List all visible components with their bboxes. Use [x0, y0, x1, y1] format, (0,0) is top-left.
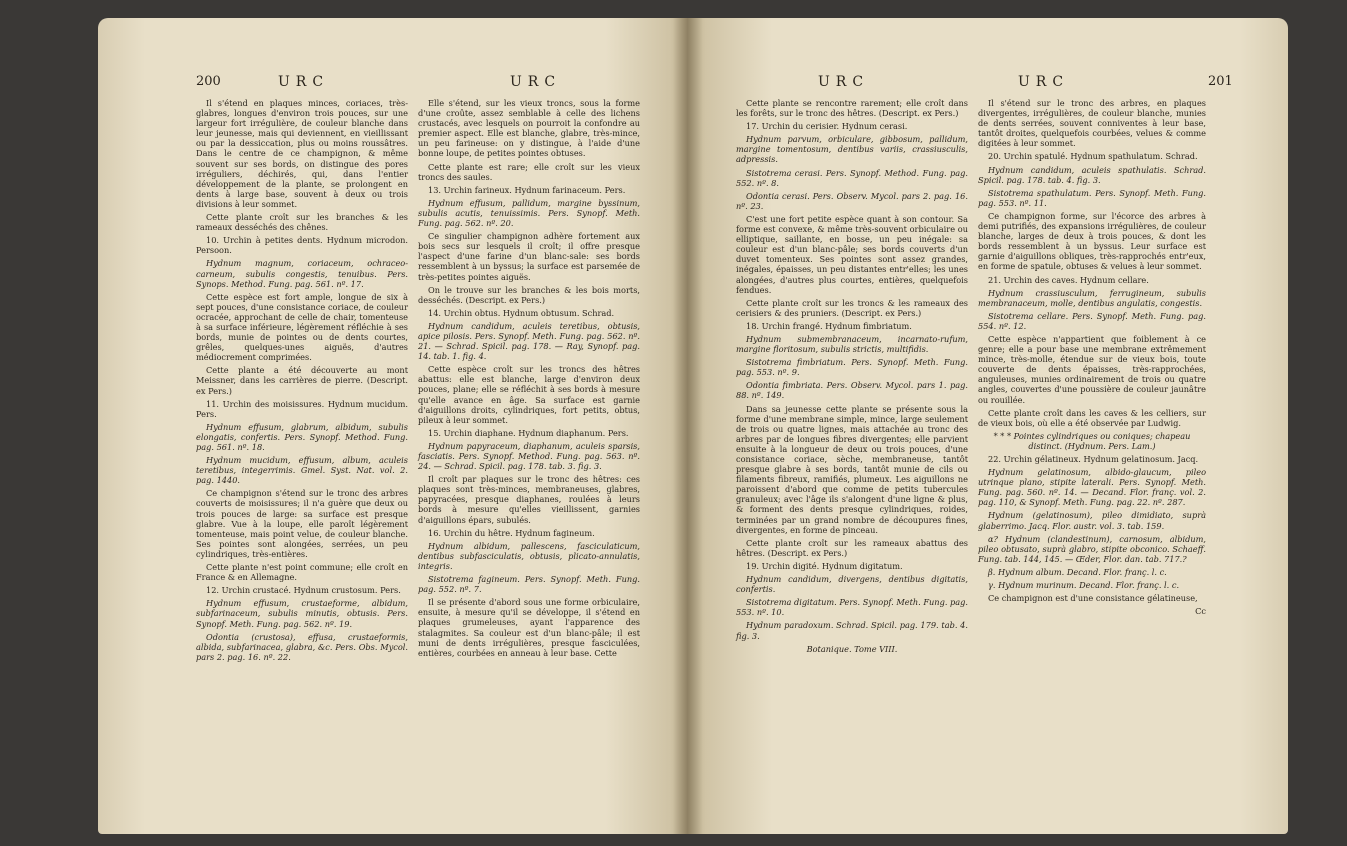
- paragraph: 10. Urchin à petites dents. Hydnum microdon. Persoon.: [196, 235, 408, 256]
- paragraph: Hydnum (gelatinosum), pileo dimidiato, suprà glaberrimo. Jacq. Flor. austr. vol. 3. tab. 159.: [978, 510, 1206, 531]
- paragraph: 12. Urchin crustacé. Hydnum crustosum. Pers.: [206, 585, 401, 596]
- paragraph: Il s'étend en plaques minces, coriaces, très-glabres, longues d'environ trois pouces, sur une largeur fort irrégulière, de couleur blanche dans leur jeunesse, mais qui deviennent, en vieillissant ou par la dessiccation, plus ou moins roussâtres. Dans le centre de ce champignon, & même souvent sur ses bords, on distingue des pores irréguliers, déchirés, qui, dans l'entier développement de la plante, se prolongent en dents à large base, souvent à deux ou trois divisions à leur sommet.: [196, 98, 408, 209]
- paragraph: Odontia (crustosa), effusa, crustaeformis, albida, subfarinacea, glabra, &c. Pers. Obs. Mycol. pars 2. pag. 16. nº. 22.: [196, 631, 408, 662]
- paragraph: Hydnum effusum, crustaeforme, albidum, subfarinaceum, subulis minutis, obtusis. Pers. Synopf. Meth. Fung. pag. 562. nº. 19.: [196, 598, 408, 629]
- right-column-2: [978, 98, 1206, 619]
- paragraph: β. Hydnum album. Decand. Flor. franç. l. c.: [988, 566, 1167, 577]
- paragraph: Hydnum effusum, glabrum, albidum, subulis elongatis, confertis. Pers. Synopf. Method. Fung. pag. 561. nº. 18.: [196, 421, 408, 452]
- paragraph: Sistotrema cerasi. Pers. Synopf. Method. Fung. pag. 552. nº. 8.: [736, 167, 968, 188]
- paragraph: Cette plante se rencontre rarement; elle croît dans les forêts, sur le tronc des hêtres. (Descript. ex Pers.): [736, 98, 968, 119]
- paragraph: 18. Urchin frangé. Hydnum fimbriatum.: [746, 320, 912, 331]
- paragraph: Ce champignon est d'une consistance gélatineuse,: [988, 593, 1198, 604]
- paragraph: Ce champignon s'étend sur le tronc des arbres couverts de moisissures; il n'a guère que deux ou trois pouces de large: sa surface est presque glabre. Vue à la loupe, elle paroît légèrement tomenteuse, mais point velue, de couleur blanche. Ses pointes sont alongées, serrées, un peu cylindriques, très-entières.: [196, 488, 408, 559]
- open-book: [98, 18, 1288, 838]
- paragraph: Il se présente d'abord sous une forme orbiculaire, ensuite, à mesure qu'il se développe, il s'étend en plaques grumeleuses, ayant l'apparence des stalagmites. Sa couleur est d'un blanc-pâle; il est muni de dents irrégulières, presque fasciculées, entières, courbées en anneau à leur base. Cette: [418, 597, 640, 658]
- paragraph: 15. Urchin diaphane. Hydnum diaphanum. Pers.: [428, 427, 629, 438]
- right-column-1: [736, 98, 968, 657]
- paragraph: 13. Urchin farineux. Hydnum farinaceum. Pers.: [428, 184, 626, 195]
- paragraph: Odontia cerasi. Pers. Observ. Mycol. pars 2. pag. 16. nº. 23.: [736, 190, 968, 211]
- paragraph: Hydnum candidum, aculeis spathulatis. Schrad. Spicil. pag. 178. tab. 4. fig. 3.: [978, 164, 1206, 185]
- paragraph: Sistotrema digitatum. Pers. Synopf. Meth. Fung. pag. 553. nº. 10.: [736, 597, 968, 618]
- paragraph: Cette plante n'est point commune; elle croît en France & en Allemagne.: [196, 562, 408, 583]
- right-page-number: 201: [1208, 74, 1233, 89]
- paragraph: 11. Urchin des moisissures. Hydnum mucidum. Pers.: [196, 398, 408, 419]
- paragraph: 21. Urchin des caves. Hydnum cellare.: [988, 274, 1149, 285]
- paragraph: Hydnum parvum, orbiculare, gibbosum, pallidum, margine tomentosum, dentibus variis, crassiusculis, adpressis.: [736, 134, 968, 165]
- paragraph: Hydnum candidum, divergens, dentibus digitatis, confertis.: [736, 574, 968, 595]
- paragraph: 16. Urchin du hêtre. Hydnum fagineum.: [428, 527, 595, 538]
- left-header-col1: URC: [278, 74, 330, 90]
- left-page-number: 200: [196, 74, 221, 89]
- left-page: [98, 18, 688, 834]
- paragraph: * * * Pointes cylindriques ou coniques; chapeau distinct. (Hydnum. Pers. Lam.): [993, 430, 1191, 451]
- paragraph: Cette plante croît sur les rameaux abattus des hêtres. (Descript. ex Pers.): [736, 537, 968, 558]
- paragraph: Cette espèce est fort ample, longue de six à sept pouces, d'une consistance coriace, de couleur ocracée, approchant de celle de chair, tomenteuse à sa surface inférieure, légèrement réfléchie à ses bords, munie de pointes ou de dents courtes, grêles, quelques-unes aiguës, d'autres médiocrement comprimées.: [196, 291, 408, 363]
- catchword: Cc: [1195, 606, 1206, 617]
- paragraph: Hydnum paradoxum. Schrad. Spicil. pag. 179. tab. 4. fig. 3.: [736, 620, 968, 641]
- paragraph: Il s'étend sur le tronc des arbres, en plaques divergentes, irrégulières, de couleur blanche, munies de dents serrées, souvent conniventes à leur base, tantôt droites, quelquefois courbées, velues & comme digitées à leur sommet.: [978, 98, 1206, 149]
- paragraph: 22. Urchin gélatineux. Hydnum gelatinosum. Jacq.: [988, 454, 1199, 464]
- paragraph: Hydnum magnum, coriaceum, ochraceo-carneum, subulis congestis, tenuibus. Pers. Synops. Method. Fung. pag. 561. nº. 17.: [196, 258, 408, 289]
- paragraph: Cette espèce n'appartient que foiblement à ce genre; elle a pour base une membrane extrêmement mince, très-molle, étendue sur de vieux bois, toute couverte de dents épaisses, très-rapprochées, anguleuses, munies ordinairement de trois ou quatre angles, couvertes d'une poussière de couleur jaunâtre ou rouillée.: [978, 333, 1206, 405]
- volume-footer: Botanique. Tome VIII.: [806, 643, 898, 654]
- paragraph: Il croît par plaques sur le tronc des hêtres: ces plaques sont très-minces, membraneuses, glabres, papyracées, presque diaphanes, roulées à leurs bords à mesure qu'elles vieillissent, garnies d'aiguillons épars, subulés.: [418, 474, 640, 525]
- paragraph: Sistotrema cellare. Pers. Synopf. Meth. Fung. pag. 554. nº. 12.: [978, 310, 1206, 331]
- paragraph: On le trouve sur les branches & les bois morts, desséchés. (Descript. ex Pers.): [418, 284, 640, 305]
- paragraph: 20. Urchin spatulé. Hydnum spathulatum. Schrad.: [988, 151, 1198, 162]
- paragraph: Cette plante est rare; elle croît sur les vieux troncs des saules.: [418, 161, 640, 182]
- paragraph: Hydnum gelatinosum, albido-glaucum, pileo utrinque plano, stipite laterali. Pers. Synopf. Meth. Fung. pag. 560. nº. 14. — Decand. Flor. franç. vol. 2. pag. 110, & Synopf. Meth. Fung. pag. 22. nº. 287.: [978, 467, 1206, 508]
- paragraph: Hydnum mucidum, effusum, album, aculeis teretibus, integerrimis. Gmel. Syst. Nat. vol. 2. pag. 1440.: [196, 455, 408, 486]
- paragraph: γ. Hydnum murinum. Decand. Flor. franç. l. c.: [988, 580, 1180, 591]
- paragraph: Elle s'étend, sur les vieux troncs, sous la forme d'une croûte, assez semblable à celle des lichens crustacés, avec lesquels on pourroit la confondre au premier aspect. Elle est blanche, glabre, très-mince, un peu farineuse: on y distingue, à l'aide d'une bonne loupe, de petites pointes obtuses.: [418, 98, 640, 159]
- paragraph: Sistotrema fimbriatum. Pers. Synopf. Meth. Fung. pag. 553. nº. 9.: [736, 357, 968, 378]
- left-column-2: [418, 98, 640, 661]
- right-header-col1: URC: [818, 74, 870, 90]
- paragraph: Hydnum candidum, aculeis teretibus, obtusis, apice pilosis. Pers. Synopf. Meth. Fung. pag. 562. nº. 21. — Schrad. Spicil. pag. 178. — Ray, Synopf. pag. 14. tab. 1. fig. 4.: [418, 320, 640, 362]
- paragraph: Cette espèce croît sur les troncs des hêtres abattus: elle est blanche, large d'environ deux pouces, plane; elle se réfléchit à ses bords à mesure qu'elle avance en âge. Sa surface est garnie d'aiguillons droits, cylindriques, fort petits, obtus, pileux à leur sommet.: [418, 364, 640, 425]
- paragraph: Sistotrema spathulatum. Pers. Synopf. Meth. Fung. pag. 553. nº. 11.: [978, 187, 1206, 208]
- paragraph: Hydnum effusum, pallidum, margine byssinum, subulis acutis, tenuissimis. Pers. Synopf. Meth. Fung. pag. 562. nº. 20.: [418, 197, 640, 229]
- right-header-col2: URC: [1018, 74, 1070, 90]
- paragraph: Cette plante croît sur les branches & les rameaux desséchés des chênes.: [196, 212, 408, 233]
- paragraph: Ce champignon forme, sur l'écorce des arbres à demi putrifiés, des expansions irrégulières, de couleur blanche, larges de deux à trois pouces, & dont les bords ressemblent à un byssus. Leur surface est garnie d'aiguillons obliques, très-rapprochés entr'eux, en forme de spatule, obtuses & velues à leur sommet.: [978, 210, 1206, 272]
- right-page: [688, 18, 1288, 834]
- paragraph: C'est une fort petite espèce quant à son contour. Sa forme est convexe, & même très-souvent orbiculaire ou elliptique, saillante, en bosse, un peu inégale: sa couleur est d'un blanc-pâle; ses bords couverts d'un duvet tomenteux. Ses pointes sont assez grandes, inégales, épaisses, un peu distantes entr'elles; les unes alongées, d'autres plus courtes, entières, quelquefois fendues.: [736, 213, 968, 295]
- paragraph: Hydnum albidum, pallescens, fasciculaticum, dentibus subfasciculatis, obtusis, plicato-annulatis, integris.: [418, 540, 640, 571]
- paragraph: 17. Urchin du cerisier. Hydnum cerasi.: [746, 121, 908, 132]
- paragraph: Hydnum submembranaceum, incarnato-rufum, margine floritosum, subulis strictis, multifidis.: [736, 333, 968, 355]
- paragraph: Hydnum papyraceum, diaphanum, aculeis sparsis, fasciatis. Pers. Synopf. Method. Fung. pag. 563. nº. 24. — Schrad. Spicil. pag. 178. tab. 3. fig. 3.: [418, 440, 640, 472]
- paragraph: Cette plante a été découverte au mont Meissner, dans les carrières de pierre. (Descript. ex Pers.): [196, 365, 408, 396]
- paragraph: Cette plante croît dans les caves & les celliers, sur de vieux bois, où elle a été observée par Ludwig.: [978, 407, 1206, 428]
- book-gutter: [673, 18, 703, 834]
- paragraph: α? Hydnum (clandestinum), carnosum, albidum, pileo obtusato, suprà glabro, stipite obconico. Schaeff. Fung. tab. 144, 145. — Œder, Flor. dan. tab. 717.?: [978, 533, 1206, 564]
- paragraph: 19. Urchin digité. Hydnum digitatum.: [746, 560, 903, 571]
- paragraph: 14. Urchin obtus. Hydnum obtusum. Schrad.: [428, 307, 615, 318]
- left-header-col2: URC: [510, 74, 562, 90]
- paragraph: Sistotrema fagineum. Pers. Synopf. Meth. Fung. pag. 552. nº. 7.: [418, 574, 640, 595]
- paragraph: Hydnum crassiusculum, ferrugineum, subulis membranaceum, molle, dentibus angulatis, congestis.: [978, 287, 1206, 308]
- paragraph: Ce singulier champignon adhère fortement aux bois secs sur lesquels il croît; il offre presque l'aspect d'une farine d'un blanc-sale: ses bords ressemblent à un byssus; la surface est parsemée de très-petites pointes aiguës.: [418, 231, 640, 282]
- paragraph: Odontia fimbriata. Pers. Observ. Mycol. pars 1. pag. 88. nº. 149.: [736, 380, 968, 401]
- left-column-1: [196, 98, 408, 665]
- paragraph: Dans sa jeunesse cette plante se présente sous la forme d'une membrane simple, mince, large seulement de trois ou quatre lignes, mais attachée au tronc des arbres par de longues fibres divergentes; elle parvient ensuite à la longueur de deux ou trois pouces, d'une consistance coriace, sèche, membraneuse, tantôt presque glabre à ses bords, tantôt munie de cils ou filaments fibreux, ramifiés, plumeux. Les aiguillons ne paroissent d'abord que comme de petits tubercules granuleux; avec l'âge ils s'alongent d'une ligne & plus, & forment des dents presque cylindriques, roides, terminées par un grand nombre de découpures fines, divergentes, en forme de pinceau.: [736, 403, 968, 535]
- paragraph: Cette plante croît sur les troncs & les rameaux des cerisiers & des pruniers. (Descript. ex Pers.): [736, 297, 968, 318]
